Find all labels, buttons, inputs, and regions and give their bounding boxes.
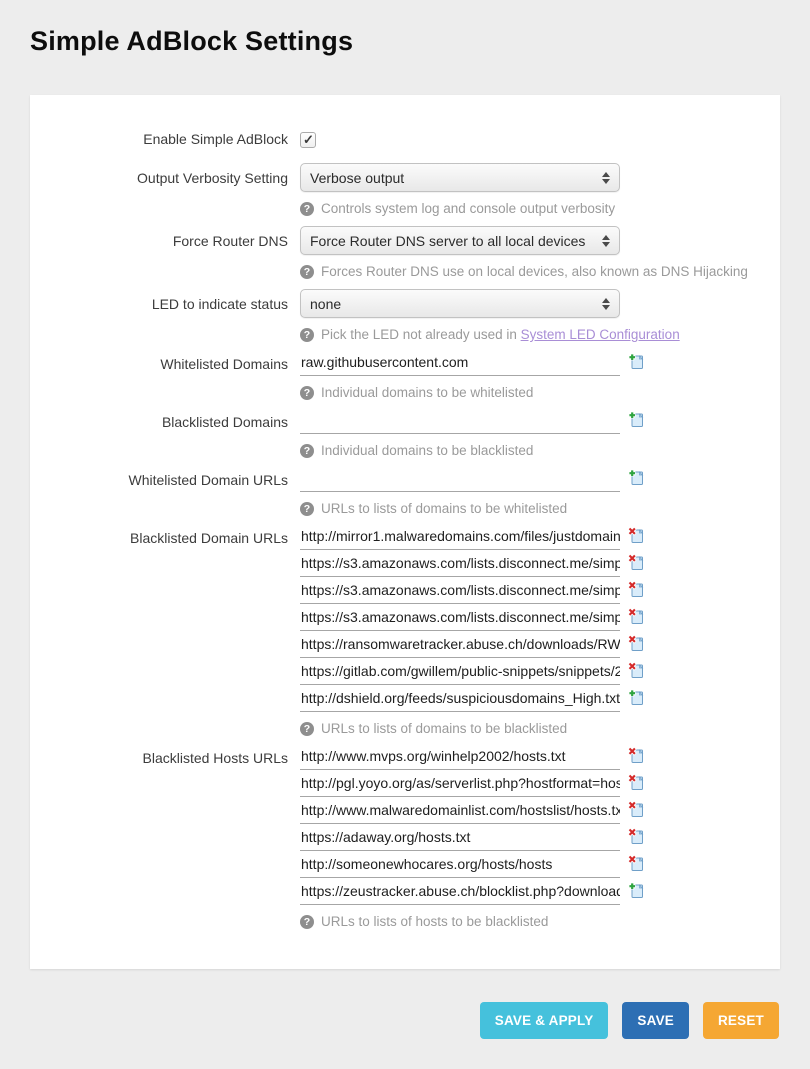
remove-entry-icon[interactable] bbox=[628, 608, 645, 625]
system-led-configuration-link[interactable]: System LED Configuration bbox=[520, 327, 680, 342]
action-bar bbox=[0, 1002, 779, 1039]
remove-entry-icon[interactable] bbox=[628, 855, 645, 872]
whitelisted-domains-label: Whitelisted Domains bbox=[160, 356, 288, 372]
help-icon bbox=[300, 915, 314, 929]
help-icon bbox=[300, 502, 314, 516]
whitelisted-domain-urls-help: URLs to lists of domains to be whitelisted bbox=[321, 501, 568, 516]
field-blacklisted-hosts-urls bbox=[30, 746, 780, 931]
blacklisted-domains-input[interactable] bbox=[300, 410, 620, 434]
blacklisted-domain-urls-label: Blacklisted Domain URLs bbox=[130, 530, 288, 546]
blacklisted-domains-label: Blacklisted Domains bbox=[161, 414, 288, 430]
verbosity-help: Controls system log and console output verbosity bbox=[321, 201, 616, 216]
blacklisted-domain-url-input[interactable] bbox=[300, 553, 620, 577]
remove-entry-icon[interactable] bbox=[628, 581, 645, 598]
blacklisted-hosts-url-input[interactable] bbox=[300, 773, 620, 797]
blacklisted-hosts-url-input[interactable] bbox=[300, 746, 620, 770]
remove-entry-icon[interactable] bbox=[628, 527, 645, 544]
whitelisted-domains-input[interactable] bbox=[300, 352, 620, 376]
blacklisted-domain-url-input[interactable] bbox=[300, 607, 620, 631]
field-blacklisted-domains bbox=[30, 410, 780, 460]
blacklisted-domain-url-input[interactable] bbox=[300, 526, 620, 550]
force-dns-select[interactable] bbox=[300, 226, 620, 255]
field-whitelisted-domain-urls bbox=[30, 468, 780, 518]
remove-entry-icon[interactable] bbox=[628, 635, 645, 652]
verbosity-label: Output Verbosity Setting bbox=[137, 170, 288, 186]
save-button[interactable]: SAVE bbox=[622, 1002, 689, 1039]
add-entry-icon[interactable] bbox=[628, 882, 645, 899]
reset-button[interactable]: RESET bbox=[703, 1002, 779, 1039]
field-verbosity bbox=[30, 163, 780, 218]
blacklisted-hosts-url-input[interactable] bbox=[300, 827, 620, 851]
blacklisted-hosts-url-input[interactable] bbox=[300, 854, 620, 878]
field-enable bbox=[30, 131, 780, 149]
help-icon bbox=[300, 328, 314, 342]
led-help-text: Pick the LED not already used in bbox=[321, 327, 521, 342]
save-apply-button[interactable]: SAVE & APPLY bbox=[480, 1002, 609, 1039]
help-icon bbox=[300, 444, 314, 458]
whitelisted-domain-urls-input[interactable] bbox=[300, 468, 620, 492]
blacklisted-domains-help: Individual domains to be blacklisted bbox=[321, 443, 534, 458]
force-dns-label: Force Router DNS bbox=[172, 233, 288, 249]
help-icon bbox=[300, 265, 314, 279]
remove-entry-icon[interactable] bbox=[628, 828, 645, 845]
force-dns-help: Forces Router DNS use on local devices, also known as DNS Hijacking bbox=[321, 264, 748, 279]
whitelisted-domain-urls-label: Whitelisted Domain URLs bbox=[128, 472, 288, 488]
field-led bbox=[30, 289, 780, 344]
enable-label: Enable Simple AdBlock bbox=[143, 131, 288, 147]
page-title: Simple AdBlock Settings bbox=[30, 26, 354, 56]
blacklisted-hosts-urls-label: Blacklisted Hosts URLs bbox=[142, 750, 288, 766]
remove-entry-icon[interactable] bbox=[628, 801, 645, 818]
help-icon bbox=[300, 202, 314, 216]
field-blacklisted-domain-urls bbox=[30, 526, 780, 738]
blacklisted-hosts-urls-help: URLs to lists of hosts to be blacklisted bbox=[321, 914, 549, 929]
field-force-dns bbox=[30, 226, 780, 281]
remove-entry-icon[interactable] bbox=[628, 747, 645, 764]
led-select[interactable] bbox=[300, 289, 620, 318]
blacklisted-hosts-url-input[interactable] bbox=[300, 800, 620, 824]
blacklisted-hosts-url-input[interactable] bbox=[300, 881, 620, 905]
add-entry-icon[interactable] bbox=[628, 411, 645, 428]
help-icon bbox=[300, 722, 314, 736]
add-entry-icon[interactable] bbox=[628, 469, 645, 486]
verbosity-select[interactable] bbox=[300, 163, 620, 192]
led-label: LED to indicate status bbox=[151, 296, 288, 312]
blacklisted-domain-url-input[interactable] bbox=[300, 688, 620, 712]
add-entry-icon[interactable] bbox=[628, 689, 645, 706]
add-entry-icon[interactable] bbox=[628, 353, 645, 370]
whitelisted-domains-help: Individual domains to be whitelisted bbox=[321, 385, 534, 400]
remove-entry-icon[interactable] bbox=[628, 662, 645, 679]
remove-entry-icon[interactable] bbox=[628, 774, 645, 791]
blacklisted-domain-urls-help: URLs to lists of domains to be blacklisted bbox=[321, 721, 568, 736]
remove-entry-icon[interactable] bbox=[628, 554, 645, 571]
blacklisted-domain-url-input[interactable] bbox=[300, 634, 620, 658]
blacklisted-domain-url-input[interactable] bbox=[300, 580, 620, 604]
enable-checkbox[interactable] bbox=[300, 132, 316, 148]
field-whitelisted-domains bbox=[30, 352, 780, 402]
blacklisted-domain-url-input[interactable] bbox=[300, 661, 620, 685]
help-icon bbox=[300, 386, 314, 400]
settings-card bbox=[30, 95, 780, 969]
